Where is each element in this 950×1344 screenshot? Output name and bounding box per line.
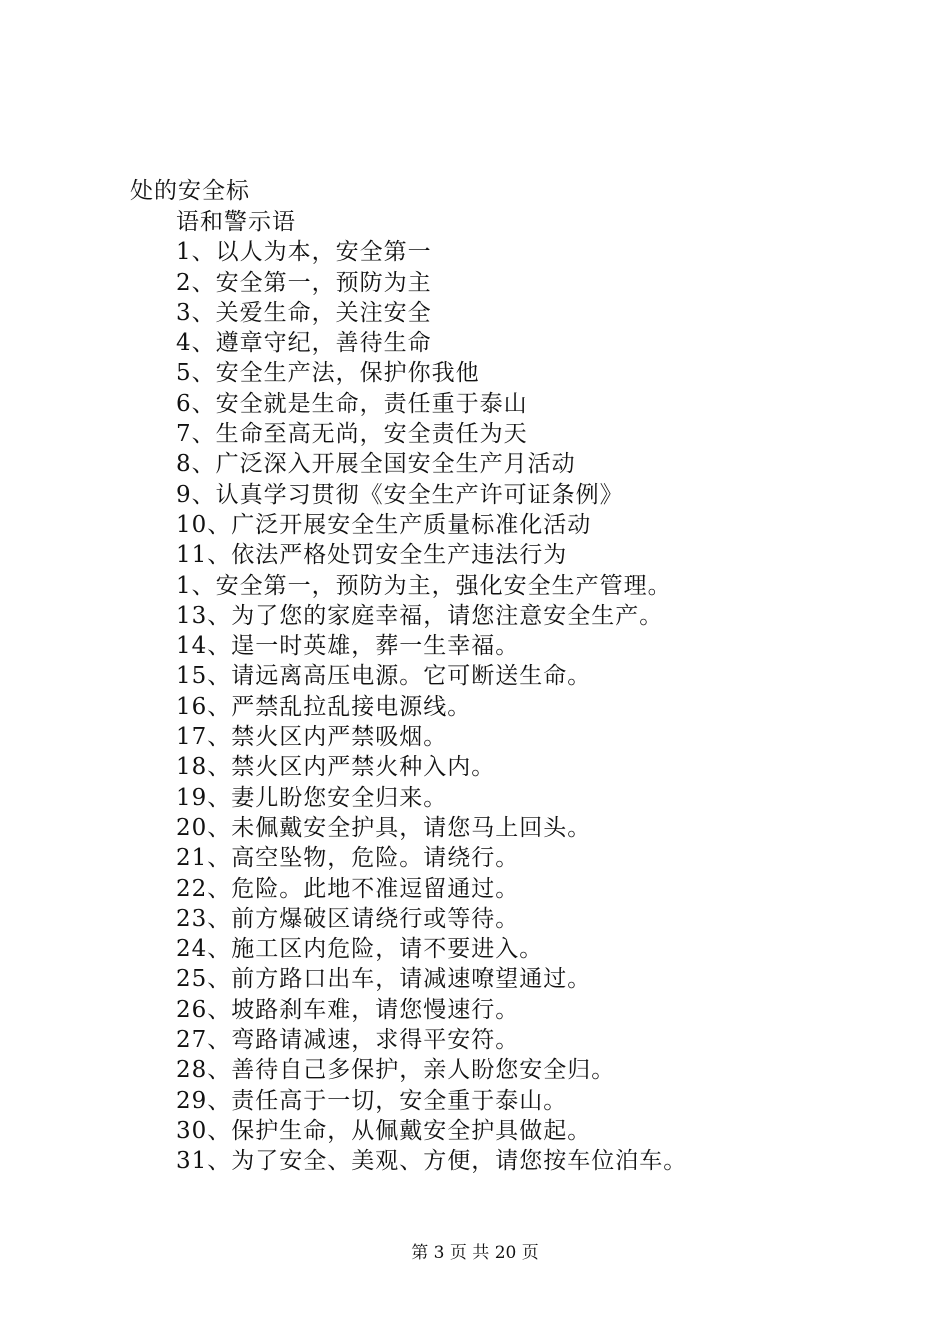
list-item: 14、逞一时英雄，葬一生幸福。 (176, 633, 520, 660)
list-item: 9、认真学习贯彻《安全生产许可证条例》 (176, 481, 624, 508)
page-number-footer: 第 3 页 共 20 页 (411, 1243, 539, 1263)
list-item: 11、依法严格处罚安全生产违法行为 (176, 542, 568, 569)
list-item: 5、安全生产法，保护你我他 (176, 360, 480, 387)
list-item: 17、禁火区内严禁吸烟。 (176, 724, 448, 751)
list-item: 28、善待自己多保护，亲人盼您安全归。 (176, 1057, 616, 1084)
list-item: 21、高空坠物，危险。请绕行。 (176, 845, 520, 872)
list-item: 2、安全第一，预防为主 (176, 269, 432, 296)
list-item: 3、关爱生命，关注安全 (176, 299, 432, 326)
list-item: 19、妻儿盼您安全归来。 (176, 784, 448, 811)
list-item: 29、责任高于一切，安全重于泰山。 (176, 1087, 568, 1114)
list-item: 6、安全就是生命，责任重于泰山 (176, 390, 528, 417)
list-item: 18、禁火区内严禁火种入内。 (176, 754, 496, 781)
list-item: 23、前方爆破区请绕行或等待。 (176, 905, 520, 932)
list-item: 7、生命至高无尚，安全责任为天 (176, 421, 528, 448)
list-item: 30、保护生命，从佩戴安全护具做起。 (176, 1117, 592, 1144)
list-item: 27、弯路请减速，求得平安符。 (176, 1027, 520, 1054)
list-item: 24、施工区内危险，请不要进入。 (176, 936, 544, 963)
list-item: 20、未佩戴安全护具，请您马上回头。 (176, 814, 592, 841)
list-item: 1、以人为本，安全第一 (176, 239, 432, 266)
list-item: 10、广泛开展安全生产质量标准化活动 (176, 511, 592, 538)
list-item: 22、危险。此地不准逗留通过。 (176, 875, 520, 902)
list-item: 26、坡路刹车难，请您慢速行。 (176, 996, 520, 1023)
heading-text: 处的安全标 (130, 178, 250, 204)
list-item: 1、安全第一，预防为主，强化安全生产管理。 (176, 572, 672, 599)
list-item: 13、为了您的家庭幸福，请您注意安全生产。 (176, 602, 664, 629)
list-item: 31、为了安全、美观、方便，请您按车位泊车。 (176, 1148, 688, 1175)
list-item: 25、前方路口出车，请减速嘹望通过。 (176, 966, 592, 993)
list-item: 8、广泛深入开展全国安全生产月活动 (176, 451, 576, 478)
list-item: 16、严禁乱拉乱接电源线。 (176, 693, 472, 720)
list-item: 4、遵章守纪，善待生命 (176, 330, 432, 357)
list-item: 语和警示语 (176, 209, 296, 235)
slogan-list (176, 207, 687, 1177)
list-item: 15、请远离高压电源。它可断送生命。 (176, 663, 592, 690)
